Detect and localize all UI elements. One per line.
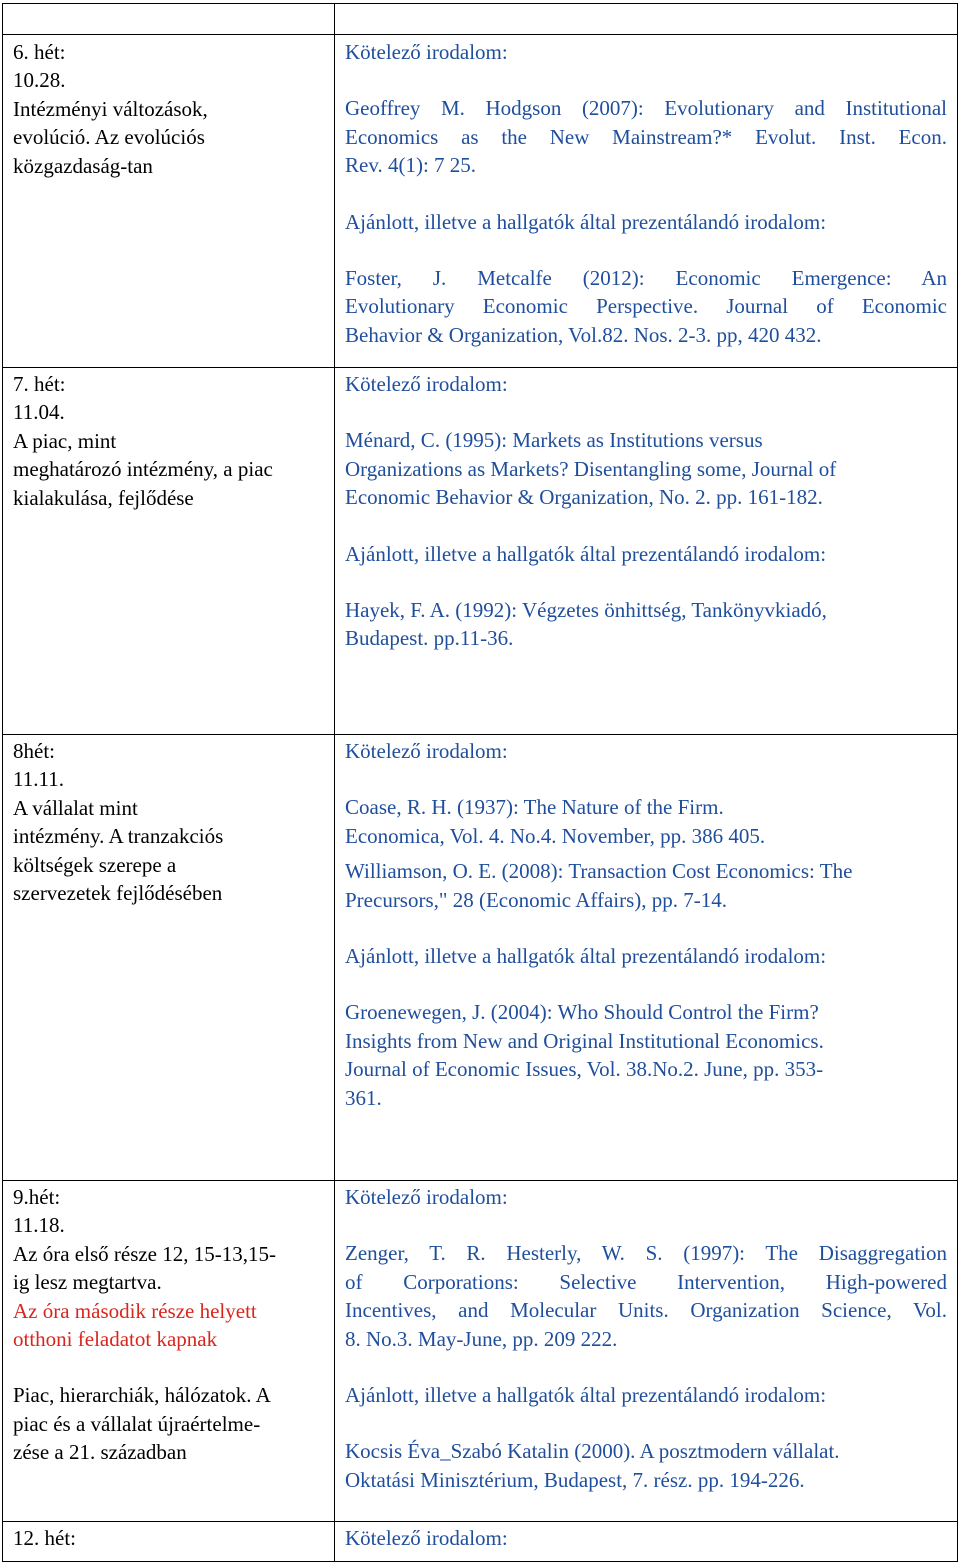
literature-cell: [335, 735, 958, 1181]
reference-line: Economic Behavior & Organization, No. 2. pp. 161-182.: [345, 485, 823, 510]
reference-entry: [345, 94, 947, 179]
week-label: 6. hét:: [13, 40, 66, 64]
required-reading-label: Kötelező irodalom:: [345, 40, 508, 64]
week-topic-line: piac és a vállalat újraértelme-: [13, 1411, 261, 1436]
reference-entry: [345, 426, 947, 511]
week-home-assignment-line: otthoni feladatot kapnak: [13, 1327, 218, 1352]
reference-entry: [345, 264, 947, 349]
week-info-cell: [3, 368, 335, 735]
week-topic-line: A vállalat mint: [13, 795, 138, 820]
reference-line: Ménard, C. (1995): Markets as Institutions versus: [345, 428, 763, 453]
week-topic-line: Piac, hierarchiák, hálózatok. A: [13, 1383, 271, 1408]
required-reading-label: Kötelező irodalom:: [345, 1185, 508, 1209]
week-topic-line: A piac, mint: [13, 428, 117, 453]
week-label: 9.hét:: [13, 1185, 61, 1209]
header-row: [3, 4, 958, 35]
reference-line: Incentives, and Molecular Units. Organization Science, Vol.: [345, 1298, 947, 1323]
week-topic-line: közgazdaság-tan: [13, 153, 153, 178]
reference-line: Evolutionary Economic Perspective. Journal of Economic: [345, 294, 947, 319]
week-topic-line: zése a 21. században: [13, 1440, 187, 1465]
week-label: 8hét:: [13, 739, 55, 763]
week-topic-line: kialakulása, fejlődése: [13, 485, 194, 510]
recommended-reading-label: Ajánlott, illetve a hallgatók által prezentálandó irodalom:: [345, 1383, 827, 1408]
week-topic-line: Intézményi változások,: [13, 96, 208, 121]
literature-cell: [335, 368, 958, 735]
week-topic-line: intézmény. A tranzakciós: [13, 824, 224, 849]
reference-line: Zenger, T. R. Hesterly, W. S. (1997): The Disaggregation: [345, 1241, 947, 1266]
week-topic-line: meghatározó intézmény, a piac: [13, 457, 273, 482]
reference-line: Journal of Economic Issues, Vol. 38.No.2. June, pp. 353-: [345, 1057, 824, 1082]
week-date: 11.11.: [13, 767, 64, 792]
week-row-7: [3, 368, 958, 735]
reference-line: Budapest. pp.11-36.: [345, 626, 514, 651]
reference-line: Economics as the New Mainstream?* Evolut. Inst. Econ.: [345, 124, 947, 149]
literature-cell: [335, 1181, 958, 1522]
week-home-assignment-line: Az óra második része helyett: [13, 1298, 257, 1323]
reference-line: Organizations as Markets? Disentangling some, Journal of: [345, 456, 837, 481]
reference-entry: [345, 793, 947, 850]
week-label: 7. hét:: [13, 372, 66, 396]
reference-line: Precursors," 28 (Economic Affairs), pp. 7-14.: [345, 887, 728, 912]
reference-line: Williamson, O. E. (2008): Transaction Cost Economics: The: [345, 859, 853, 884]
reference-entry: [345, 857, 947, 914]
week-info-cell: [3, 1181, 335, 1522]
literature-cell: [335, 35, 958, 368]
reference-line: Coase, R. H. (1937): The Nature of the Firm.: [345, 795, 724, 820]
week-topic-line: szervezetek fejlődésében: [13, 881, 223, 906]
syllabus-table: [2, 3, 958, 1562]
week-date: 11.04.: [13, 400, 65, 425]
reference-line: Rev. 4(1): 7 25.: [345, 153, 477, 178]
week-row-8: [3, 735, 958, 1181]
week-date: 10.28.: [13, 68, 66, 93]
week-row-9: [3, 1181, 958, 1522]
reference-line: 8. No.3. May-June, pp. 209 222.: [345, 1326, 618, 1351]
reference-line: Insights from New and Original Institutional Economics.: [345, 1028, 824, 1053]
header-cell-right: [335, 4, 958, 35]
reference-line: Geoffrey M. Hodgson (2007): Evolutionary and Institutional: [345, 96, 947, 121]
reference-line: Groenewegen, J. (2004): Who Should Control the Firm?: [345, 1000, 819, 1025]
week-note-line: ig lesz megtartva.: [13, 1270, 162, 1295]
reference-entry: [345, 998, 947, 1112]
required-reading-label: Kötelező irodalom:: [345, 1526, 508, 1550]
required-reading-label: Kötelező irodalom:: [345, 372, 508, 396]
week-info-cell: [3, 735, 335, 1181]
recommended-reading-label: Ajánlott, illetve a hallgatók által prezentálandó irodalom:: [345, 541, 827, 566]
recommended-reading-label: Ajánlott, illetve a hallgatók által prezentálandó irodalom:: [345, 944, 827, 969]
reference-line: of Corporations: Selective Intervention, High-powered: [345, 1269, 947, 1294]
reference-line: Kocsis Éva_Szabó Katalin (2000). A posztmodern vállalat.: [345, 1439, 840, 1464]
week-note-line: Az óra első része 12, 15-13,15-: [13, 1241, 276, 1266]
week-topic-line: evolúció. Az evolúciós: [13, 125, 205, 150]
week-label: 12. hét:: [13, 1526, 76, 1550]
required-reading-label: Kötelező irodalom:: [345, 739, 508, 763]
reference-line: 361.: [345, 1085, 382, 1110]
week-date: 11.18.: [13, 1213, 65, 1238]
week-info-cell: [3, 35, 335, 368]
reference-line: Hayek, F. A. (1992): Végzetes önhittség, Tankönyvkiadó,: [345, 598, 827, 623]
reference-line: Oktatási Minisztérium, Budapest, 7. rész. pp. 194-226.: [345, 1467, 805, 1492]
week-row-6: [3, 35, 958, 368]
header-cell-left: [3, 4, 335, 35]
reference-line: Behavior & Organization, Vol.82. Nos. 2-3. pp, 420 432.: [345, 322, 822, 347]
reference-entry: [345, 1239, 947, 1353]
reference-line: Economica, Vol. 4. No.4. November, pp. 386 405.: [345, 823, 766, 848]
recommended-reading-label: Ajánlott, illetve a hallgatók által prezentálandó irodalom:: [345, 209, 827, 234]
reference-entry: [345, 596, 947, 653]
week-topic-line: költségek szerepe a: [13, 852, 177, 877]
reference-line: Foster, J. Metcalfe (2012): Economic Emergence: An: [345, 266, 947, 291]
reference-entry: [345, 1437, 947, 1494]
